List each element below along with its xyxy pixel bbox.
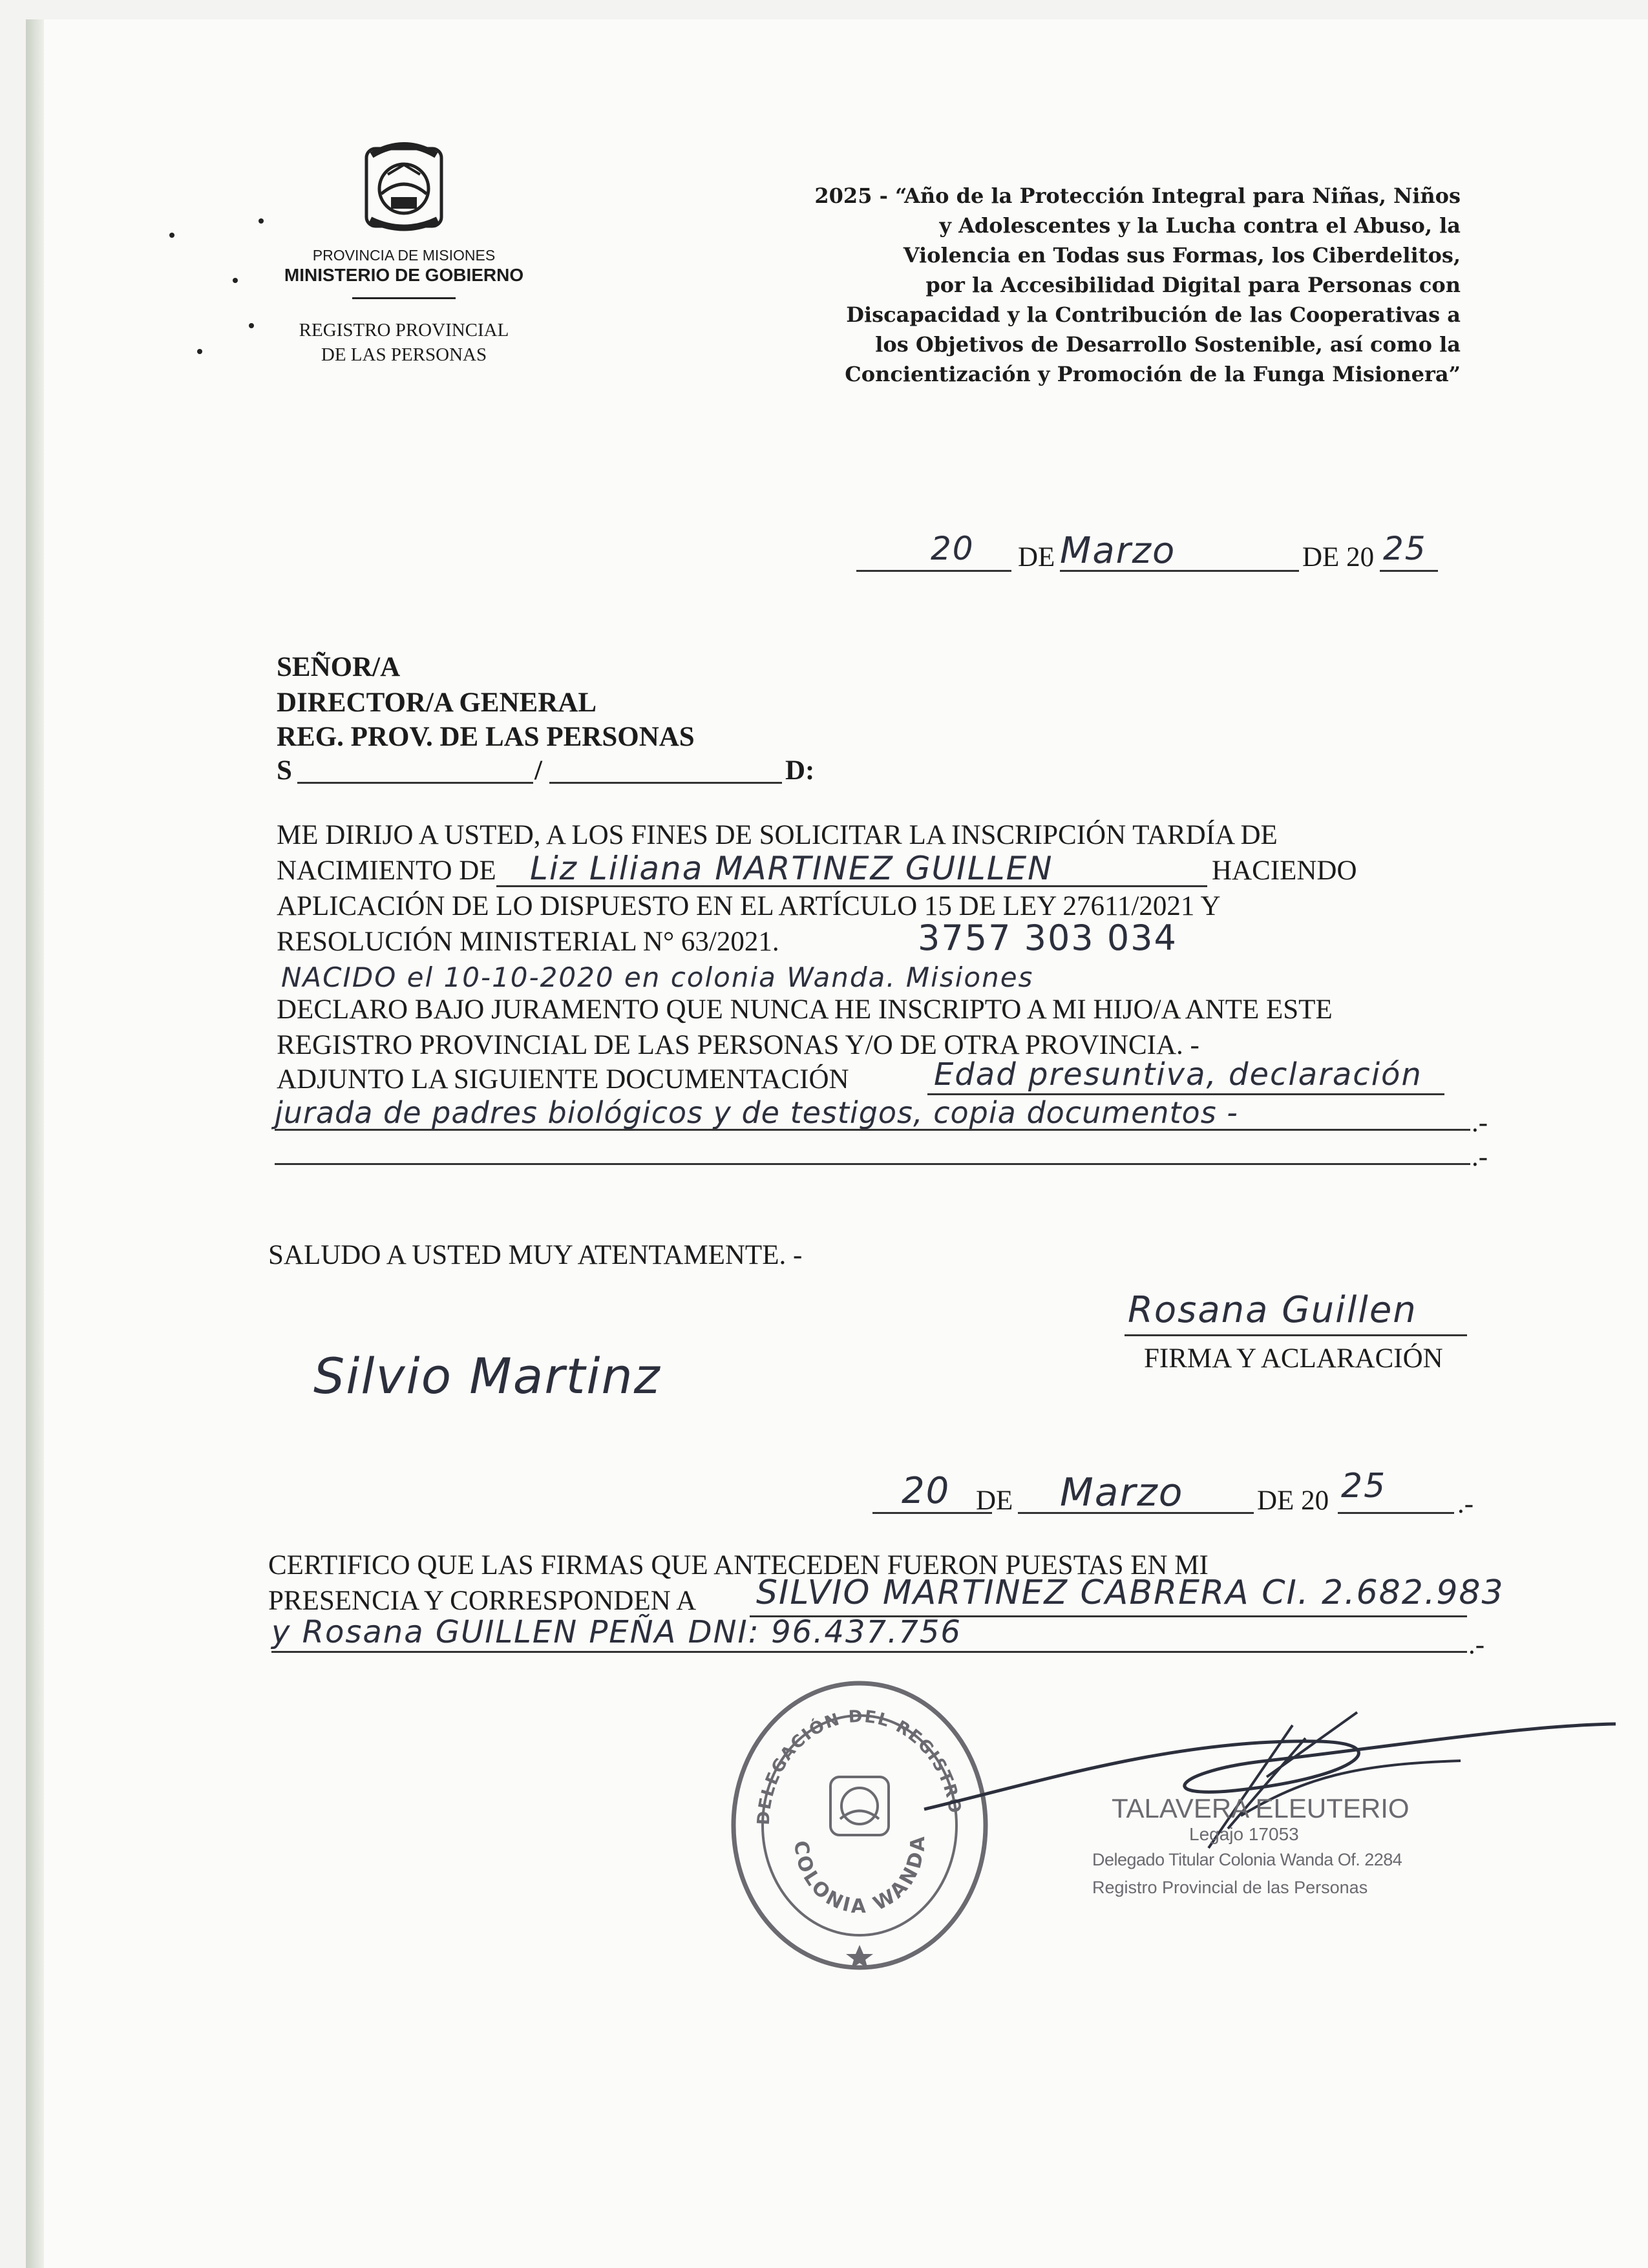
date-de-label: DE (1018, 542, 1055, 572)
punch-mark (259, 218, 264, 224)
body-line: APLICACIÓN DE LO DISPUESTO EN EL ARTÍCULO 15 DE LEY 27611/2021 Y (277, 891, 1221, 921)
line-end-mark: .- (1472, 1108, 1488, 1138)
certified-names-2: y Rosana GUILLEN PEÑA DNI: 96.437.756 (271, 1614, 962, 1650)
office-label-line2: DE LAS PERSONAS (321, 344, 487, 365)
addressee-line1: SEÑOR/A (277, 652, 401, 682)
body-line: NACIMIENTO DE (277, 856, 496, 886)
addressee-s: S (277, 755, 292, 786)
seal-inner-text: COLONIA WANDA (789, 1833, 930, 1918)
motto-line: Concientización y Promoción de la Funga Misionera” (845, 362, 1461, 386)
addressee-line3: REG. PROV. DE LAS PERSONAS (277, 722, 695, 752)
document-page (26, 19, 1648, 2268)
year-motto (814, 181, 1461, 389)
addressee-slash: / (534, 755, 542, 786)
date-day: 20 (931, 530, 975, 567)
certified-names-1: SILVIO MARTINEZ CABRERA CI. 2.682.983 (756, 1573, 1505, 1612)
line-end-mark: .- (1468, 1630, 1485, 1660)
phone-number: 3757 303 034 (918, 918, 1178, 958)
body-line: RESOLUCIÓN MINISTERIAL N° 63/2021. (277, 927, 779, 957)
certification-line-2 (271, 1651, 1467, 1653)
punch-mark (197, 349, 202, 354)
punch-mark (169, 233, 174, 238)
official-name: TALAVERA ELEUTERIO (1112, 1793, 1410, 1823)
line-end-mark: .- (1472, 1142, 1488, 1172)
date-year-label: DE 20 (1302, 542, 1375, 572)
punch-mark (249, 323, 254, 328)
documentation-handwritten-2: jurada de padres biológicos y de testigos, copia documentos - (275, 1095, 1238, 1130)
motto-line: por la Accesibilidad Digital para Personas con (925, 273, 1461, 297)
child-name: Liz Liliana MARTINEZ GUILLEN (530, 850, 1053, 887)
documentation-handwritten-1: Edad presuntiva, declaración (934, 1056, 1422, 1093)
motto-line: los Objetivos de Desarrollo Sostenible, así como la (875, 332, 1461, 357)
certification-line: CERTIFICO QUE LAS FIRMAS QUE ANTECEDEN FUERON PUESTAS EN MI (268, 1550, 1209, 1580)
motto-line: Discapacidad y la Contribución de las Cooperativas a (846, 302, 1461, 327)
office-label-line1: REGISTRO PROVINCIAL (299, 320, 509, 341)
motto-line: 2025 - “Año de la Protección Integral para Niñas, Niños (814, 184, 1461, 208)
date-day-line (872, 1512, 992, 1514)
certification-line: PRESENCIA Y CORRESPONDEN A (268, 1586, 697, 1616)
line-end-mark: .- (1457, 1489, 1474, 1519)
date-year: 25 (1341, 1467, 1387, 1506)
documentation-line-2 (275, 1129, 1470, 1131)
ministry-label: MINISTERIO DE GOBIERNO (284, 265, 524, 285)
date-de-label: DE (976, 1486, 1013, 1516)
body-line: REGISTRO PROVINCIAL DE LAS PERSONAS Y/O DE OTRA PROVINCIA. - (277, 1030, 1199, 1060)
date-month: Marzo (1060, 1470, 1184, 1515)
province-label: PROVINCIA DE MISIONES (312, 247, 496, 264)
body-line: ME DIRIJO A USTED, A LOS FINES DE SOLICITAR LA INSCRIPCIÓN TARDÍA DE (277, 820, 1278, 850)
punch-mark (233, 278, 238, 283)
province-crest (352, 136, 456, 239)
date-month: Marzo (1060, 530, 1176, 572)
addressee-line-right (549, 782, 782, 784)
date-year: 25 (1383, 530, 1427, 567)
official-role: Delegado Titular Colonia Wanda Of. 2284 (1092, 1850, 1402, 1869)
seal-outer-text: DELEGACIÓN DEL REGISTRO (754, 1706, 965, 1826)
date-year-line (1380, 570, 1438, 572)
addressee-line-left (297, 782, 533, 784)
date-year-label: DE 20 (1257, 1486, 1329, 1516)
header-divider (352, 297, 456, 299)
official-office: Registro Provincial de las Personas (1092, 1878, 1368, 1897)
date-year-line (1338, 1512, 1454, 1514)
date-day: 20 (902, 1470, 951, 1512)
signature-caption: FIRMA Y ACLARACIÓN (1144, 1343, 1443, 1374)
addressee-d: D: (785, 755, 815, 786)
date-day-line (856, 570, 1011, 572)
motto-line: Violencia en Todas sus Formas, los Ciberdelitos, (903, 243, 1461, 268)
signature-line (1125, 1334, 1467, 1336)
addressee-line2: DIRECTOR/A GENERAL (277, 688, 597, 718)
official-name-stamp (1092, 1793, 1480, 1898)
body-line: HACIENDO (1212, 856, 1357, 886)
father-signature: Silvio Martinz (313, 1347, 661, 1405)
birth-note: NACIDO el 10-10-2020 en colonia Wanda. Misiones (281, 961, 1034, 993)
applicant-signature: Rosana Guillen (1128, 1289, 1417, 1331)
documentation-line-3 (275, 1163, 1470, 1165)
motto-line: y Adolescentes y la Lucha contra el Abuso, la (939, 213, 1461, 238)
body-line: ADJUNTO LA SIGUIENTE DOCUMENTACIÓN (277, 1064, 849, 1095)
body-line: DECLARO BAJO JURAMENTO QUE NUNCA HE INSCRIPTO A MI HIJO/A ANTE ESTE (277, 994, 1333, 1025)
official-legajo: Legajo 17053 (1189, 1824, 1299, 1844)
closing-greeting: SALUDO A USTED MUY ATENTAMENTE. - (268, 1240, 803, 1270)
